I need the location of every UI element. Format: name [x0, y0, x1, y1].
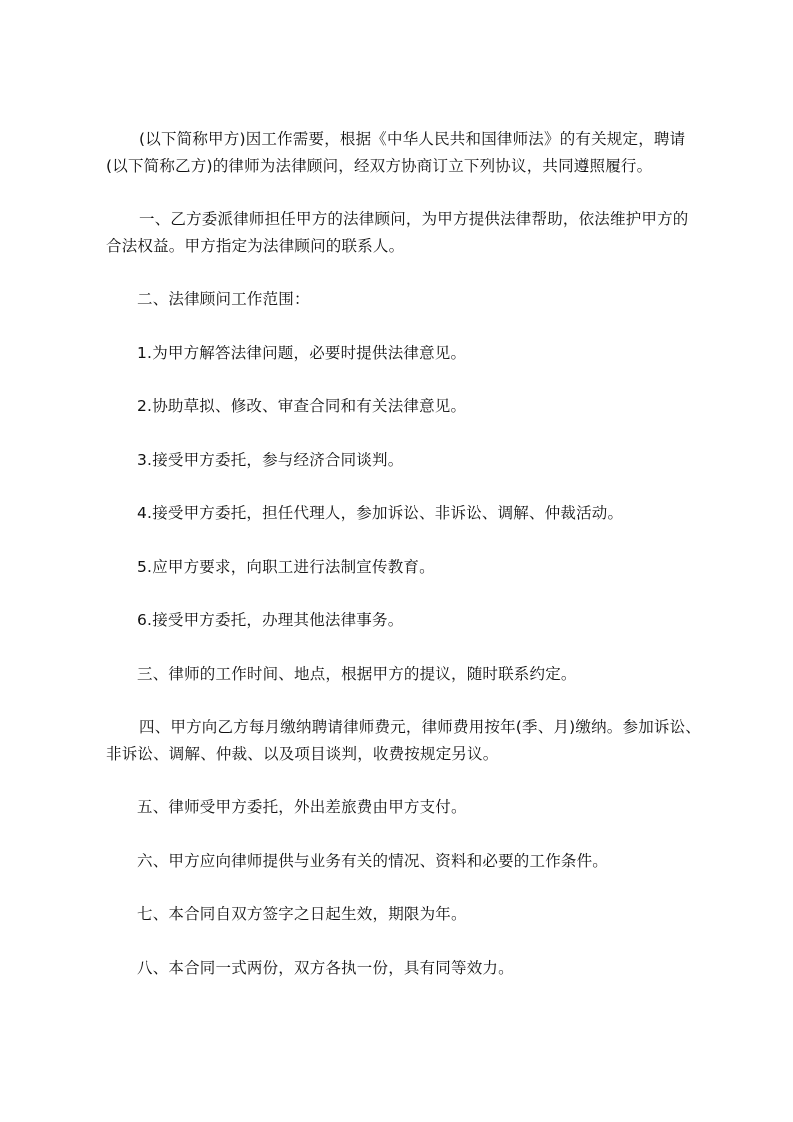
- scope-item-6: 6.接受甲方委托，办理其他法律事务。: [137, 611, 404, 629]
- clause-6: 六、甲方应向律师提供与业务有关的情况、资料和必要的工作条件。: [137, 851, 609, 870]
- scope-item-2: 2.协助草拟、修改、审查合同和有关法律意见。: [137, 397, 467, 415]
- scope-item-1: 1.为甲方解答法律问题，必要时提供法律意见。: [137, 343, 467, 362]
- clause-4-line-1: 四、甲方向乙方每月缴纳聘请律师费元，律师费用按年(季、月)缴纳。参加诉讼、: [139, 718, 701, 736]
- scope-item-5: 5.应甲方要求，向职工进行法制宣传教育。: [137, 557, 435, 576]
- clause-4-line-2: 非诉讼、调解、仲裁、以及项目谈判，收费按规定另议。: [106, 744, 499, 763]
- scope-item-4: 4.接受甲方委托，担任代理人，参加诉讼、非诉讼、调解、仲裁活动。: [137, 504, 624, 522]
- clause-5: 五、律师受甲方委托，外出差旅费由甲方支付。: [137, 798, 467, 816]
- clause-1-line-1: 一、乙方委派律师担任甲方的法律顾问，为甲方提供法律帮助，依法维护甲方的: [139, 210, 689, 228]
- intro-line-1: (以下简称甲方)因工作需要，根据《中华人民共和国律师法》的有关规定，聘请: [139, 130, 686, 148]
- clause-8: 八、本合同一式两份，双方各执一份，具有同等效力。: [137, 958, 514, 977]
- clause-7: 七、本合同自双方签字之日起生效，期限为年。: [137, 905, 467, 923]
- clause-1-line-2: 合法权益。甲方指定为法律顾问的联系人。: [106, 236, 405, 255]
- scope-item-3: 3.接受甲方委托，参与经济合同谈判。: [137, 450, 404, 469]
- intro-line-2: (以下简称乙方)的律师为法律顾问，经双方协商订立下列协议，共同遵照履行。: [106, 156, 653, 175]
- clause-3: 三、律师的工作时间、地点，根据甲方的提议，随时联系约定。: [137, 664, 577, 683]
- contract-body: [106, 126, 701, 981]
- clause-2-heading: 二、法律顾问工作范围：: [137, 290, 310, 308]
